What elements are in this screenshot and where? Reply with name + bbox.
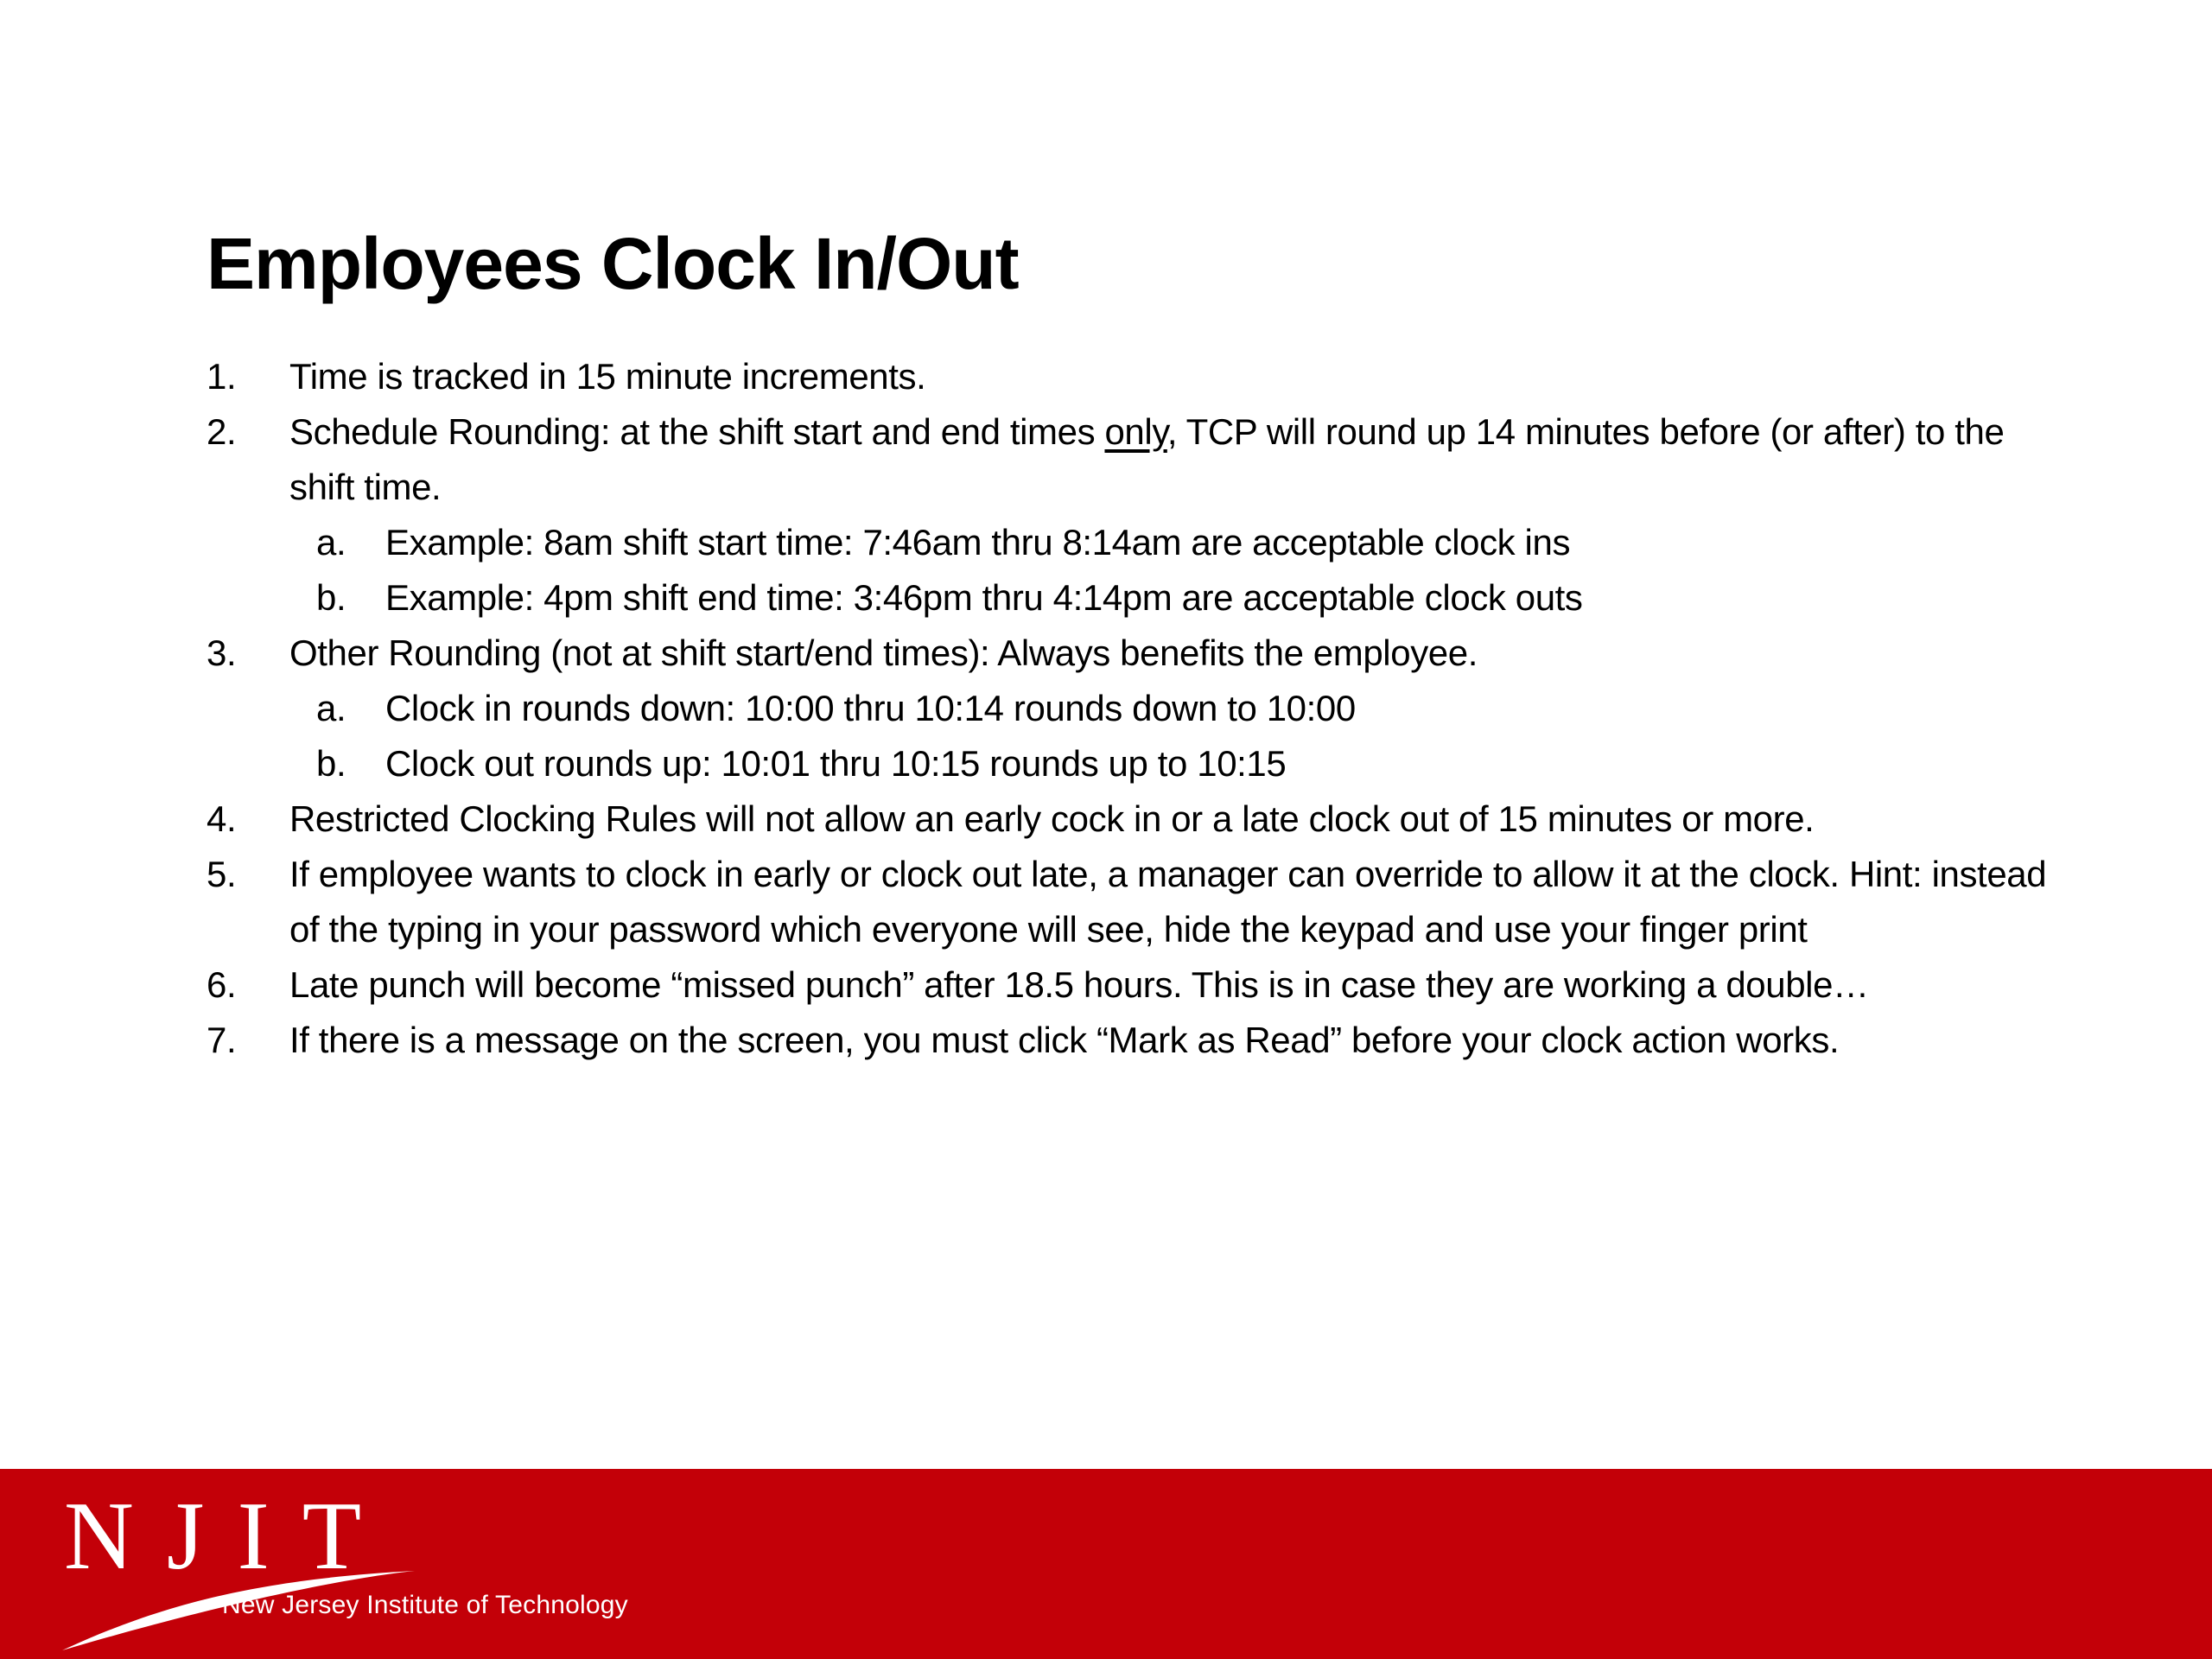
list-item-2 xyxy=(207,404,2056,515)
list-item-text: Time is tracked in 15 minute increments. xyxy=(289,356,926,397)
list-item-number: 1. xyxy=(207,356,237,397)
list-item-number: 5. xyxy=(207,854,237,894)
list-item-text: Late punch will become “missed punch” after 18.5 hours. This is in case they are working a double… xyxy=(289,964,1869,1005)
list-subitem-text: Example: 8am shift start time: 7:46am thru 8:14am are acceptable clock ins xyxy=(385,522,1571,563)
list-subitem-3b xyxy=(207,736,2056,791)
list-subitem-3a xyxy=(207,681,2056,736)
list-item-number: 3. xyxy=(207,632,237,673)
list-item-number: 4. xyxy=(207,798,237,839)
logo-letters: NJIT xyxy=(64,1483,395,1590)
list-item-text: If there is a message on the screen, you must click “Mark as Read” before your clock action works. xyxy=(289,1020,1840,1060)
list-item-5 xyxy=(207,847,2056,957)
list-item-text: Other Rounding (not at shift start/end times): Always benefits the employee. xyxy=(289,632,1478,673)
njit-logo xyxy=(52,1478,674,1659)
list-item-4 xyxy=(207,791,2056,847)
list-item-text-part: Schedule Rounding: at the shift start and end times xyxy=(289,411,1105,452)
list-subitem-letter: a. xyxy=(316,522,346,563)
footer-band xyxy=(0,1469,2212,1659)
list-item-text-part: , TCP will round up 14 minutes before (or after) to the shift time. xyxy=(289,411,2005,507)
list-subitem-2a xyxy=(207,515,2056,570)
list-item-6 xyxy=(207,957,2056,1013)
list-item-text: Restricted Clocking Rules will not allow an early cock in or a late clock out of 15 minutes or more. xyxy=(289,798,1815,839)
slide-title: Employees Clock In/Out xyxy=(207,223,1019,304)
underlined-word: only xyxy=(1104,411,1167,452)
list-item-number: 2. xyxy=(207,411,237,452)
rules-list xyxy=(207,349,2056,1068)
list-subitem-letter: b. xyxy=(316,577,346,618)
list-subitem-text: Clock in rounds down: 10:00 thru 10:14 rounds down to 10:00 xyxy=(385,688,1356,728)
logo-tagline: New Jersey Institute of Technology xyxy=(222,1591,628,1619)
list-subitem-letter: a. xyxy=(316,688,346,728)
list-subitem-letter: b. xyxy=(316,743,346,784)
list-subitem-text: Clock out rounds up: 10:01 thru 10:15 rounds up to 10:15 xyxy=(385,743,1287,784)
list-item-3 xyxy=(207,626,2056,681)
list-item-text xyxy=(289,404,2056,515)
list-item-7 xyxy=(207,1013,2056,1068)
list-item-text: If employee wants to clock in early or clock out late, a manager can override to allow it at the clock. Hint: instead of the typing in your password which everyone will see, hide the keypad and use your finger print xyxy=(289,854,2047,950)
list-subitem-text: Example: 4pm shift end time: 3:46pm thru 4:14pm are acceptable clock outs xyxy=(385,577,1583,618)
list-item-number: 6. xyxy=(207,964,237,1005)
list-subitem-2b xyxy=(207,570,2056,626)
list-item-number: 7. xyxy=(207,1020,237,1060)
list-item-1 xyxy=(207,349,2056,404)
